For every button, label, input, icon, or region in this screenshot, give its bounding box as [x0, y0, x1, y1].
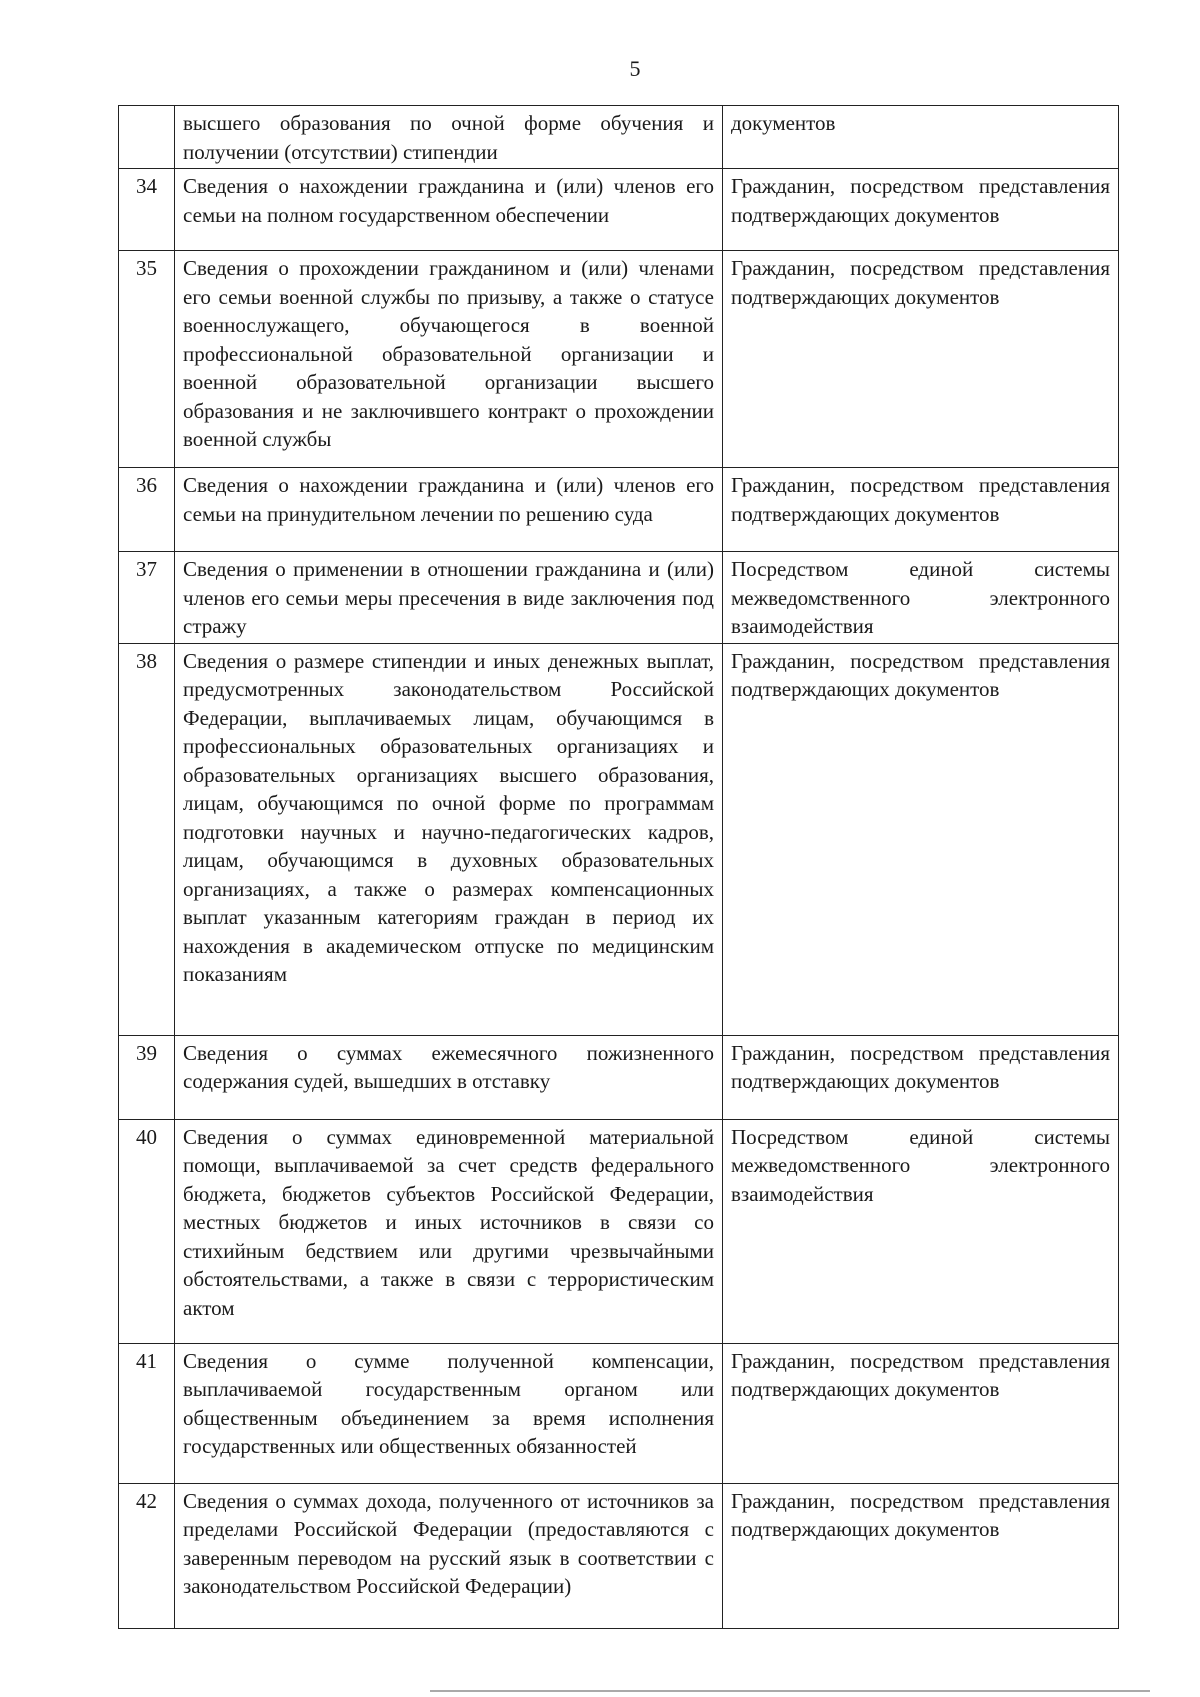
table-row — [119, 643, 1119, 1035]
row-info: Сведения о суммах дохода, полученного от источников за пределами Российской Федерации (предоставляются с заверенным переводом на русский язык в соответствии с законодательством Российской Федерации) — [175, 1483, 723, 1628]
table-row — [119, 468, 1119, 552]
row-info: Сведения о нахождении гражданина и (или) членов его семьи на полном государственном обеспечении — [175, 169, 723, 251]
row-info: Сведения о применении в отношении гражданина и (или) членов его семьи меры пресечения в виде заключения под стражу — [175, 552, 723, 644]
table-row — [119, 1343, 1119, 1483]
row-number: 40 — [119, 1119, 175, 1343]
table-row — [119, 1035, 1119, 1119]
table-row — [119, 1119, 1119, 1343]
row-info: Сведения о нахождении гражданина и (или) членов его семьи на принудительном лечении по решению суда — [175, 468, 723, 552]
document-table — [118, 105, 1119, 1629]
row-info: Сведения о суммах единовременной материальной помощи, выплачиваемой за счет средств федерального бюджета, бюджетов субъектов Российской Федерации, местных бюджетов и иных источников в связи со стихийным бедствием или другими чрезвычайными обстоятельствами, а также в связи с террористическим актом — [175, 1119, 723, 1343]
row-source: Посредством единой системы межведомственного электронного взаимодействия — [723, 552, 1119, 644]
table-row — [119, 251, 1119, 468]
row-source: Гражданин, посредством представления подтверждающих документов — [723, 251, 1119, 468]
row-number: 35 — [119, 251, 175, 468]
row-number: 42 — [119, 1483, 175, 1628]
row-source: Гражданин, посредством представления подтверждающих документов — [723, 1483, 1119, 1628]
row-number: 38 — [119, 643, 175, 1035]
table-row — [119, 106, 1119, 169]
row-source: Посредством единой системы межведомственного электронного взаимодействия — [723, 1119, 1119, 1343]
row-info: Сведения о суммах ежемесячного пожизненного содержания судей, вышедших в отставку — [175, 1035, 723, 1119]
row-number — [119, 106, 175, 169]
table-row — [119, 552, 1119, 644]
table-row — [119, 1483, 1119, 1628]
table-row — [119, 169, 1119, 251]
row-number: 39 — [119, 1035, 175, 1119]
row-source: Гражданин, посредством представления подтверждающих документов — [723, 169, 1119, 251]
row-info: Сведения о размере стипендии и иных денежных выплат, предусмотренных законодательством Российской Федерации, выплачиваемых лицам, обучающимся в профессиональных образовательных организациях и образовательных организациях высшего образования, лицам, обучающимся по очной форме по программам подготовки научных и научно-педагогических кадров, лицам, обучающимся в духовных образовательных организациях, а также о размерах компенсационных выплат указанным категориям граждан в период их нахождения в академическом отпуске по медицинским показаниям — [175, 643, 723, 1035]
row-source: Гражданин, посредством представления подтверждающих документов — [723, 1343, 1119, 1483]
row-source: Гражданин, посредством представления подтверждающих документов — [723, 1035, 1119, 1119]
row-info: Сведения о прохождении гражданином и (или) членами его семьи военной службы по призыву, а также о статусе военнослужащего, обучающегося в военной профессиональной образовательной организации и военной образовательной организации высшего образования и не заключившего контракт о прохождении военной службы — [175, 251, 723, 468]
row-info: Сведения о сумме полученной компенсации, выплачиваемой государственным органом или общественным объединением за время исполнения государственных или общественных обязанностей — [175, 1343, 723, 1483]
row-number: 36 — [119, 468, 175, 552]
row-number: 37 — [119, 552, 175, 644]
row-number: 41 — [119, 1343, 175, 1483]
row-source: Гражданин, посредством представления подтверждающих документов — [723, 643, 1119, 1035]
row-info: высшего образования по очной форме обучения и получении (отсутствии) стипендии — [175, 106, 723, 169]
row-number: 34 — [119, 169, 175, 251]
page-number: 5 — [629, 56, 641, 81]
row-source: документов — [723, 106, 1119, 169]
scan-edge-line — [430, 1690, 1150, 1692]
row-source: Гражданин, посредством представления подтверждающих документов — [723, 468, 1119, 552]
